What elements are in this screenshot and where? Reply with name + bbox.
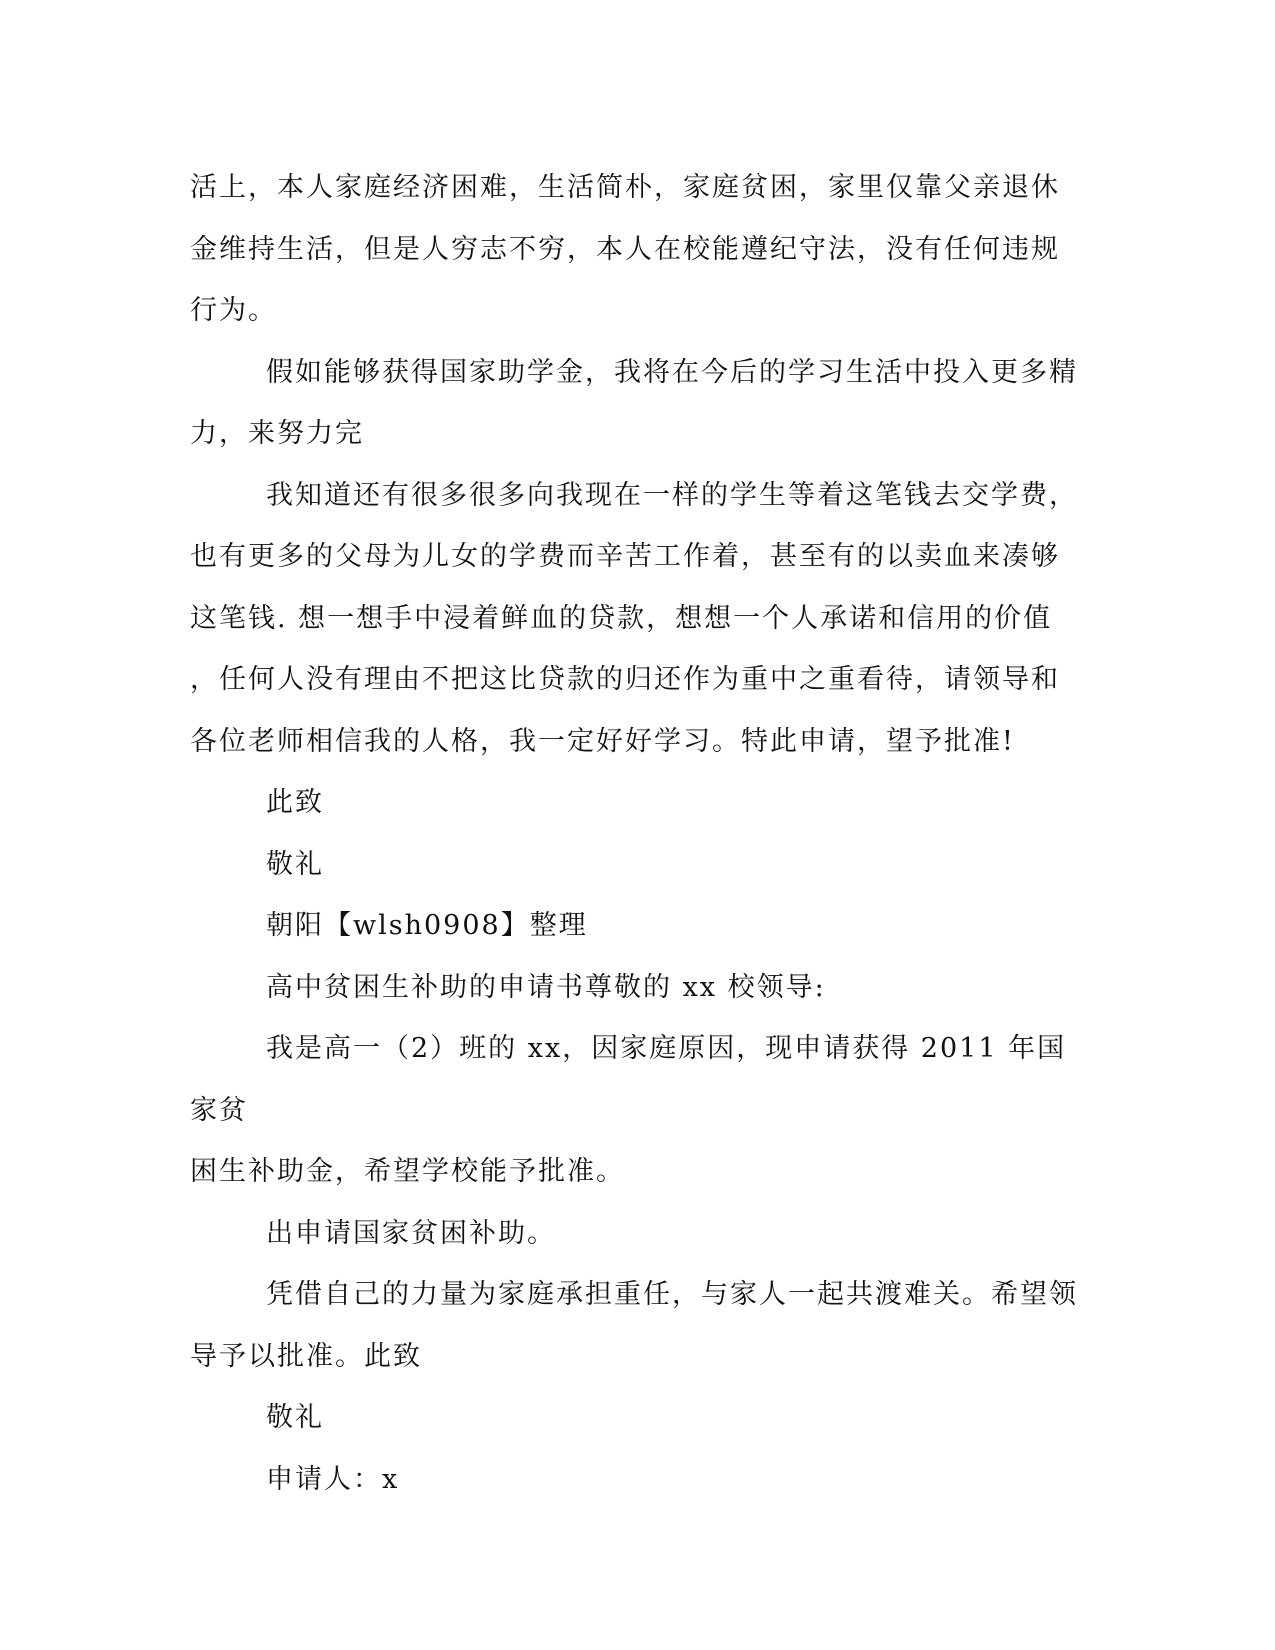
text-line: 申请人：x (266, 1463, 400, 1495)
paragraph-family-responsibility (190, 1264, 1090, 1387)
text-line: 金维持生活，但是人穷志不穷，本人在校能遵纪守法，没有任何违规 (190, 233, 1060, 265)
second-letter-heading (190, 957, 1090, 1019)
text-line: 导予以批准。此致 (190, 1340, 422, 1372)
text-line: 敬礼 (266, 848, 324, 880)
text-line: 此致 (266, 787, 324, 818)
text-line: 凭借自己的力量为家庭承担重任，与家人一起共渡难关。希望领 (266, 1279, 1078, 1310)
text-line: 朝阳【wlsh0908】整理 (266, 910, 588, 941)
paragraph-apply-subsidy (190, 1203, 1090, 1265)
text-line: 也有更多的父母为儿女的学费而辛苦工作着，甚至有的以卖血来凑够 (190, 541, 1060, 572)
text-line: 各位老师相信我的人格，我一定好好学习。特此申请，望予批准! (190, 725, 1015, 757)
paragraph-commitment (190, 342, 1090, 465)
closing-jingli (190, 834, 1090, 896)
text-line: 出申请国家贫困补助。 (266, 1217, 556, 1249)
text-line: 力，来努力完 (190, 418, 364, 449)
document-body (190, 157, 1090, 1510)
paragraph-repayment-promise (190, 465, 1090, 773)
text-line: 我知道还有很多很多向我现在一样的学生等着这笔钱去交学费， (266, 479, 1078, 511)
closing-cizhi (190, 772, 1090, 834)
closing-jingli-second (190, 1387, 1090, 1449)
paragraph-living-situation (190, 157, 1090, 342)
paragraph-applicant-intro (190, 1018, 1090, 1203)
text-line: 敬礼 (266, 1402, 324, 1433)
text-line: 假如能够获得国家助学金，我将在今后的学习生活中投入更多精 (266, 356, 1078, 388)
applicant-signature (190, 1449, 1090, 1511)
compiler-credit (190, 895, 1090, 957)
text-line: 这笔钱. 想一想手中浸着鲜血的贷款，想想一个人承诺和信用的价值 (190, 602, 1053, 634)
text-line: 行为。 (190, 295, 277, 326)
text-line: 困生补助金，希望学校能予批准。 (190, 1156, 625, 1187)
text-line: ，任何人没有理由不把这比贷款的归还作为重中之重看待，请领导和 (190, 664, 1060, 695)
text-line: 高中贫困生补助的申请书尊敬的 xx 校领导: (266, 971, 826, 1003)
text-line: 我是高一（2）班的 xx，因家庭原因，现申请获得 2011 年国家贫 (190, 1033, 1067, 1126)
text-line: 活上，本人家庭经济困难，生活简朴，家庭贫困，家里仅靠父亲退休 (190, 172, 1060, 203)
